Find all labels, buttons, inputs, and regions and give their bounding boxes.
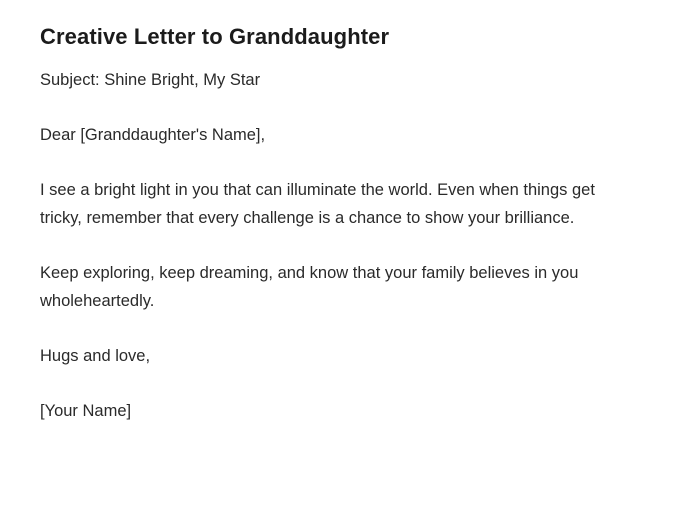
page-title: Creative Letter to Granddaughter xyxy=(40,24,390,49)
letter-signature: [Your Name] xyxy=(40,402,132,420)
letter-body-paragraph-2: Keep exploring, keep dreaming, and know that your family believes in you wholeheartedly. xyxy=(40,264,579,310)
letter-salutation: Dear [Granddaughter's Name], xyxy=(40,126,266,144)
letter-subject-line: Subject: Shine Bright, My Star xyxy=(40,71,261,89)
letter-closing: Hugs and love, xyxy=(40,347,151,365)
letter-body-paragraph-1: I see a bright light in you that can illuminate the world. Even when things get tricky, remember that every challenge is a chance to show your brilliance. xyxy=(40,181,595,227)
